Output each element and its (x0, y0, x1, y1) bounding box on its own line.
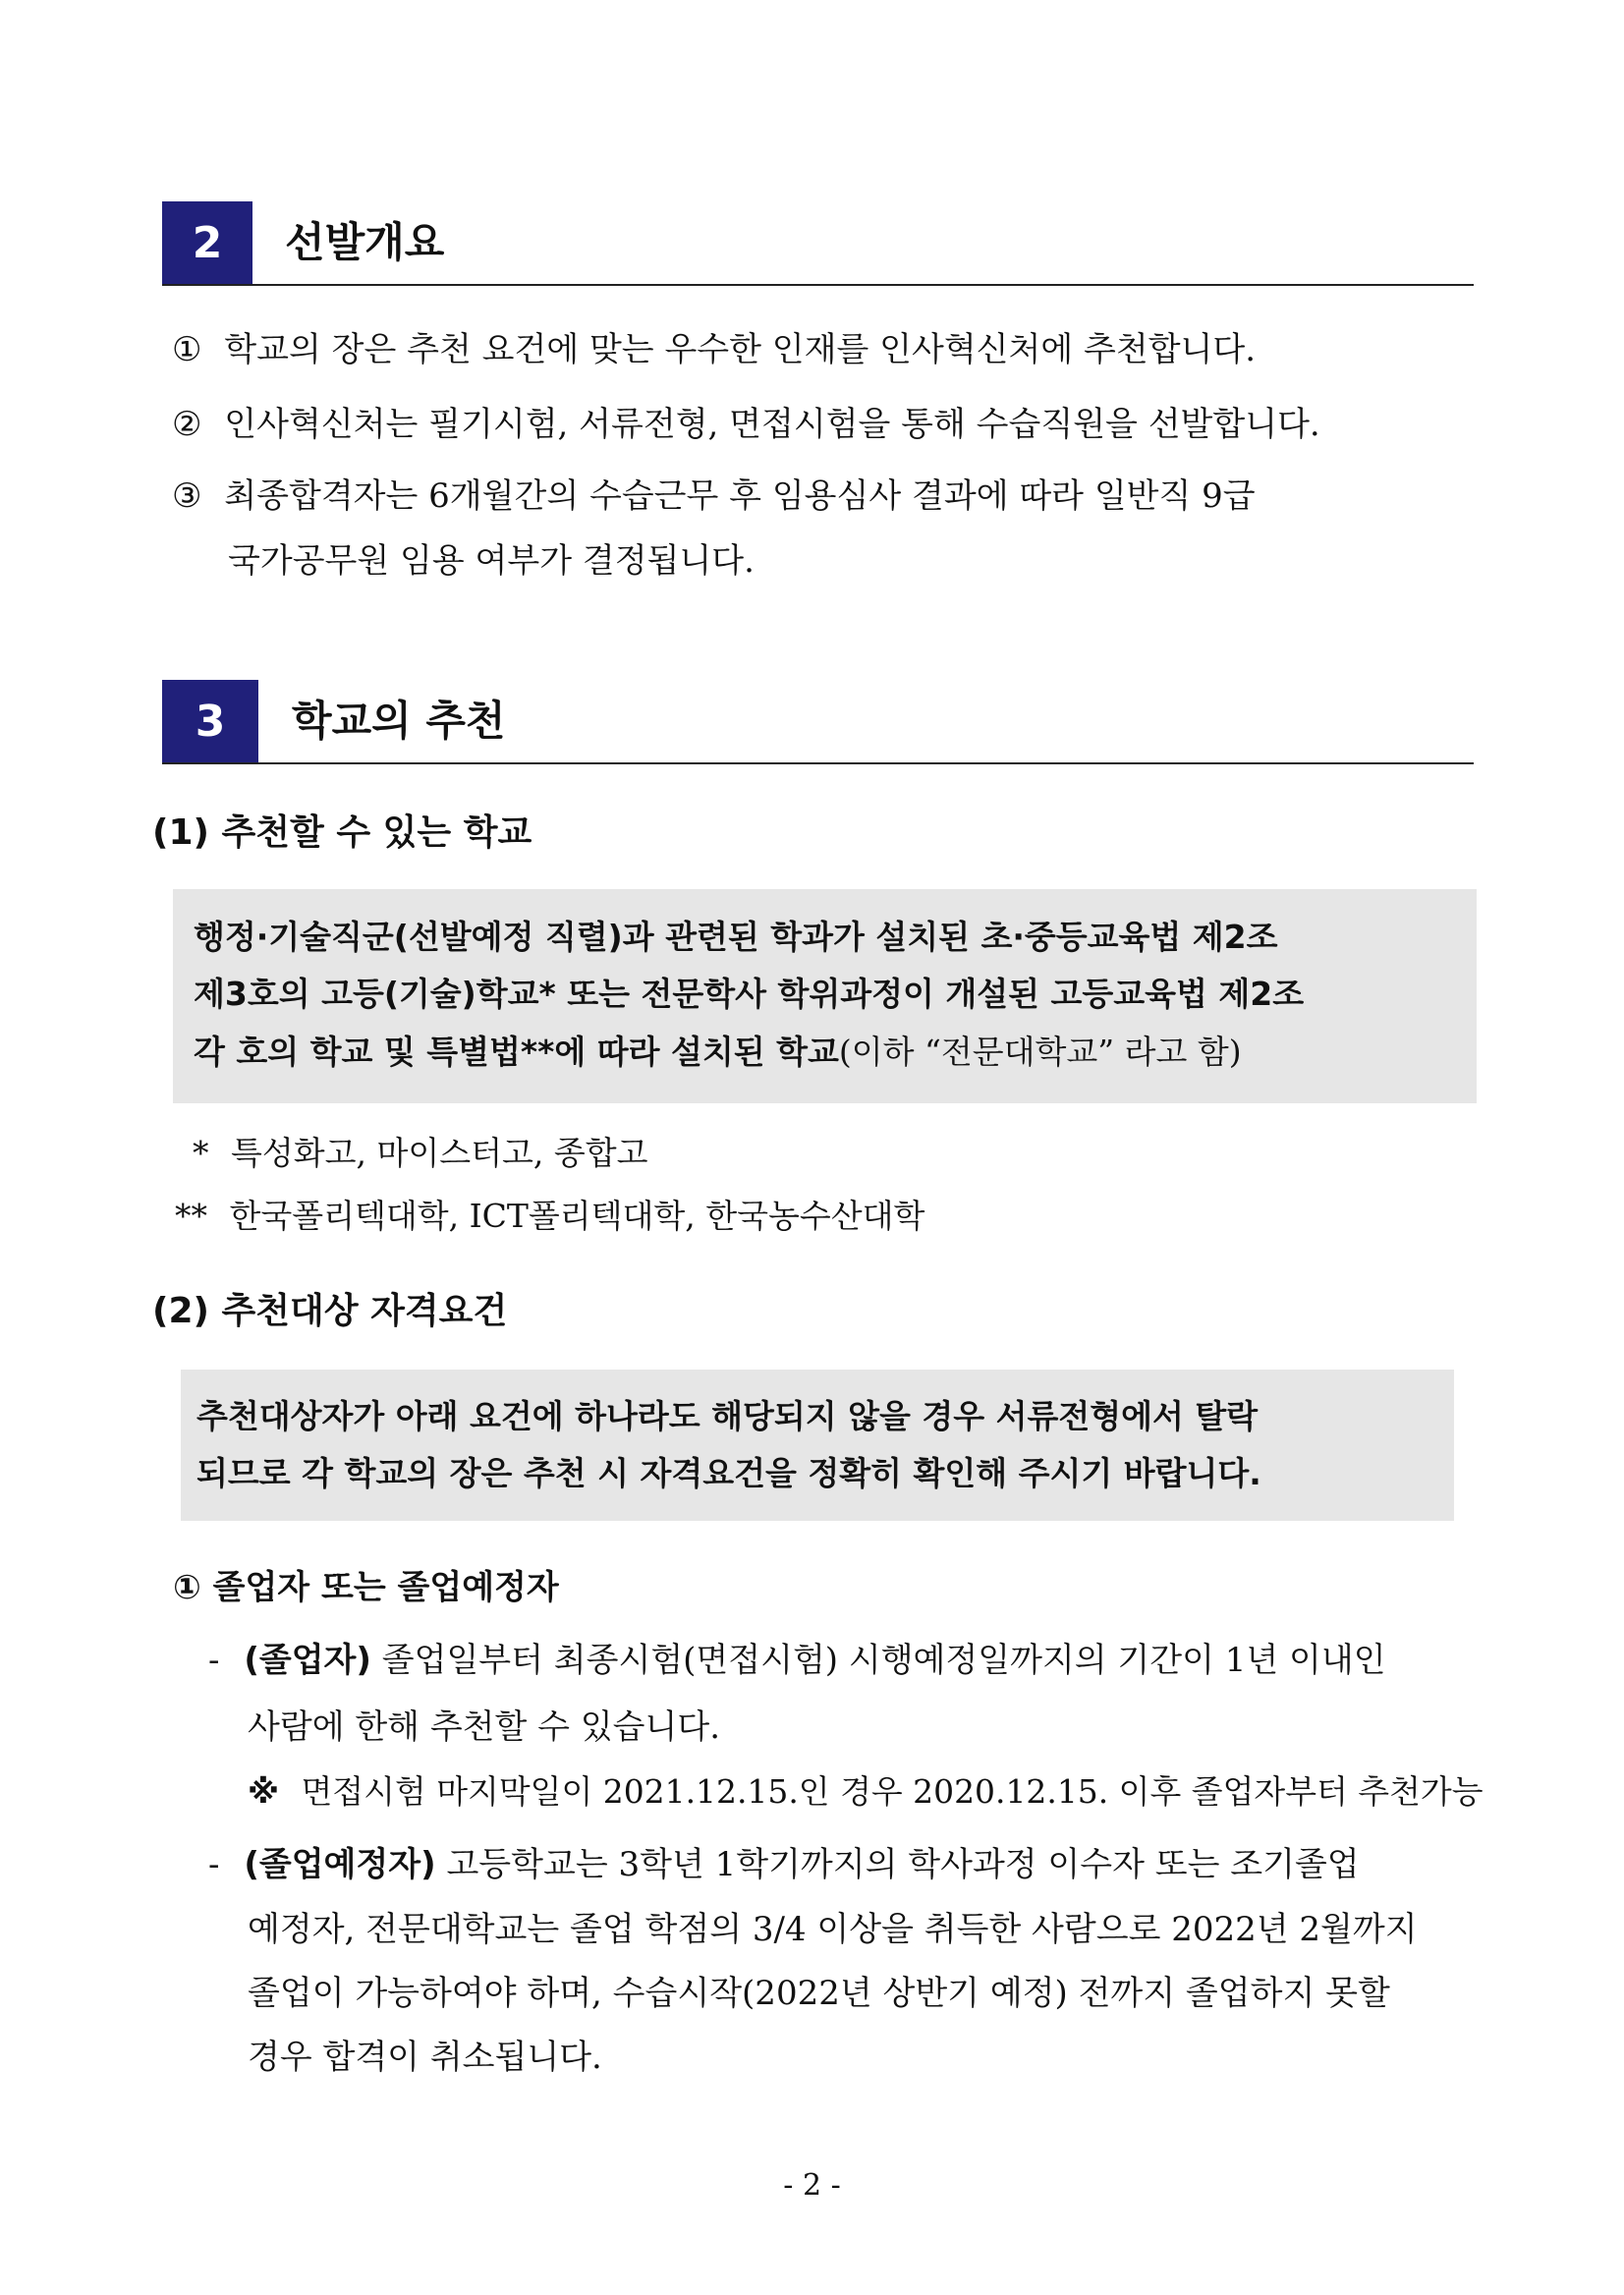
subsection-heading: (1) 추천할 수 있는 학교 (152, 812, 532, 853)
section-3-header (162, 680, 1474, 764)
highlight-box (181, 1370, 1454, 1521)
reference-text: 면접시험 마지막일이 2021.12.15.인 경우 2020.12.15. 이후 졸업자부터 추천가능 (301, 1772, 1484, 1811)
item-label: (졸업예정자) (244, 1845, 436, 1884)
subsection-heading: (2) 추천대상 자격요건 (152, 1291, 508, 1331)
reference-note (248, 1770, 1484, 1814)
box-line: 행정·기술직군(선발예정 직렬)과 관련된 학과가 설치된 초·중등교육법 제2조 (194, 918, 1278, 956)
page-number: - 2 - (783, 2168, 841, 2203)
item-marker: ③ (172, 476, 202, 516)
box-normal-text: (이하 “전문대학교” 라고 함) (838, 1033, 1242, 1071)
footnote-marker: * (193, 1134, 209, 1172)
footnote-text: 특성화고, 마이스터고, 종합고 (231, 1134, 648, 1172)
dash-item (208, 1639, 1386, 1682)
box-line: 되므로 각 학교의 장은 추천 시 자격요건을 정확히 확인해 주시기 바랍니다. (196, 1454, 1261, 1492)
item-continuation: 국가공무원 임용 여부가 결정됩니다. (228, 541, 755, 581)
footnote (193, 1132, 648, 1175)
item-text: 학교의 장은 추천 요건에 맞는 우수한 인재를 인사혁신처에 추천합니다. (224, 330, 1257, 369)
footnote-text: 한국폴리텍대학, ICT폴리텍대학, 한국농수산대학 (229, 1197, 925, 1235)
list-item (172, 328, 1256, 371)
item-text: 졸업일부터 최종시험(면접시험) 시행예정일까지의 기간이 1년 이내인 (381, 1641, 1386, 1680)
dash-item (208, 1843, 1360, 1886)
footnote (175, 1195, 924, 1238)
section-title: 선발개요 (285, 218, 445, 266)
item-label: (졸업자) (244, 1641, 371, 1680)
section-number: 3 (162, 680, 258, 762)
section-title: 학교의 추천 (292, 697, 506, 745)
dash-marker: - (208, 1845, 220, 1884)
section-2-header (162, 201, 1474, 286)
item-marker: ② (172, 405, 202, 444)
section-number: 2 (162, 201, 252, 284)
item-text: 인사혁신처는 필기시험, 서류전형, 면접시험을 통해 수습직원을 선발합니다. (224, 405, 1320, 444)
list-item (172, 403, 1320, 446)
box-line: 추천대상자가 아래 요건에 하나라도 해당되지 않을 경우 서류전형에서 탈락 (196, 1397, 1259, 1435)
item-continuation: 사람에 한해 추천할 수 있습니다. (248, 1707, 721, 1747)
item-continuation: 경우 합격이 취소됩니다. (248, 2038, 602, 2077)
list-item (172, 475, 1256, 518)
reference-mark: ※ (248, 1772, 280, 1811)
item-marker: ① (172, 330, 202, 369)
box-bold-text: 각 호의 학교 및 특별법**에 따라 설치된 학교 (194, 1033, 839, 1071)
item-text: 최종합격자는 6개월간의 수습근무 후 임용심사 결과에 따라 일반직 9급 (224, 476, 1256, 516)
item-text: 고등학교는 3학년 1학기까지의 학사과정 이수자 또는 조기졸업 (446, 1845, 1360, 1884)
box-line: 제3호의 고등(기술)학교* 또는 전문학사 학위과정이 개설된 고등교육법 제2조 (194, 975, 1305, 1013)
item-continuation: 졸업이 가능하여야 하며, 수습시작(2022년 상반기 예정) 전까지 졸업하지 못할 (248, 1974, 1390, 2013)
dash-marker: - (208, 1641, 220, 1680)
footnote-marker: ** (175, 1197, 207, 1235)
item-continuation: 예정자, 전문대학교는 졸업 학점의 3/4 이상을 취득한 사람으로 2022년 2월까지 (248, 1910, 1418, 1949)
item-heading: ① 졸업자 또는 졸업예정자 (173, 1568, 559, 1607)
box-line (194, 1031, 1242, 1074)
